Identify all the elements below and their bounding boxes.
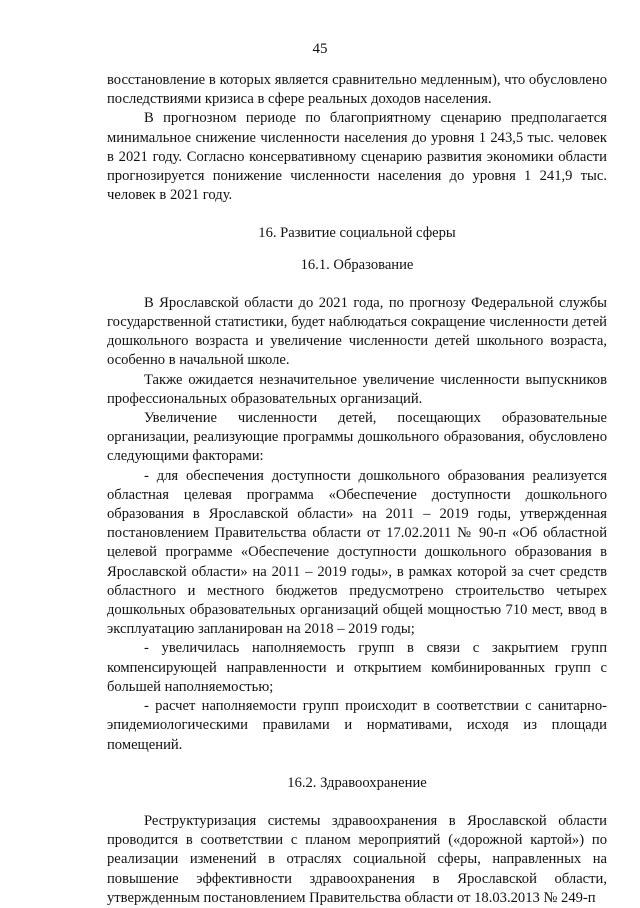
document-body [107, 71, 607, 908]
paragraph-graduates: Также ожидается незначительное увеличение численности выпускников профессиональных образовательных организаций. [107, 371, 607, 407]
paragraph-population-continuation: восстановление в которых является сравнительно медленным), что обусловлено последствиями кризиса в сфере реальных доходов населения. [107, 72, 607, 108]
list-item-group-occupancy: - увеличилась наполняемость групп в связи с закрытием групп компенсирующей направленности и открытием комбинированных групп с большей наполняемостью; [107, 640, 607, 695]
paragraph-preschool-factors: Увеличение численности детей, посещающих образовательные организации, реализующие программы дошкольного образования, обусловлено следующими факторами: [107, 410, 607, 465]
section-heading-social-sphere: 16. Развитие социальной сферы [258, 225, 456, 242]
page-number: 45 [312, 41, 328, 57]
paragraph-education-forecast: В Ярославской области до 2021 года, по прогнозу Федеральной службы государственной статистики, будет наблюдаться сокращение численности детей дошкольного возраста и увеличение численности детей школьного возраста, особенно в начальной школе. [107, 294, 607, 369]
paragraph-healthcare-restructuring: Реструктуризация системы здравоохранения в Ярославской области проводится в соответствии с планом мероприятий («дорожной картой») по реализации изменений в отраслях социальной сферы, направленных на повышение эффективности здравоохранения в Ярославской области, утвержденным постановлением Правительства области от 18.03.2013 № 249-п [107, 812, 607, 906]
subsection-heading-education: 16.1. Образование [300, 256, 414, 273]
list-item-occupancy-calculation: - расчет наполняемости групп происходит в соответствии с санитарно-эпидемиологическими правилами и нормативами, исходя из площади помещений. [107, 698, 607, 753]
list-item-regional-program: - для обеспечения доступности дошкольного образования реализуется областная целевая программа «Обеспечение доступности дошкольного образования в Ярославской области» на 2011 – 2019 годы, утвержденная постановлением Правительства области от 17.02.2011 № 90-п «Об областной целевой программе «Обеспечение доступности дошкольного образования в Ярославской области» на 2011 – 2019 годы», в рамках которой за счет средств областного и местного бюджетов предусмотрено строительство четырех дошкольных образовательных организаций общей мощностью 710 мест, ввод в эксплуатацию запланирован на 2018 – 2019 годы; [107, 467, 607, 638]
subsection-heading-healthcare: 16.2. Здравоохранение [287, 774, 427, 791]
paragraph-population-forecast: В прогнозном периоде по благоприятному сценарию предполагается минимальное снижение численности населения до уровня 1 243,5 тыс. человек в 2021 году. Согласно консервативному сценарию развития экономики области прогнозируется понижение численности населения до уровня 1 241,9 тыс. человек в 2021 году. [107, 110, 607, 204]
